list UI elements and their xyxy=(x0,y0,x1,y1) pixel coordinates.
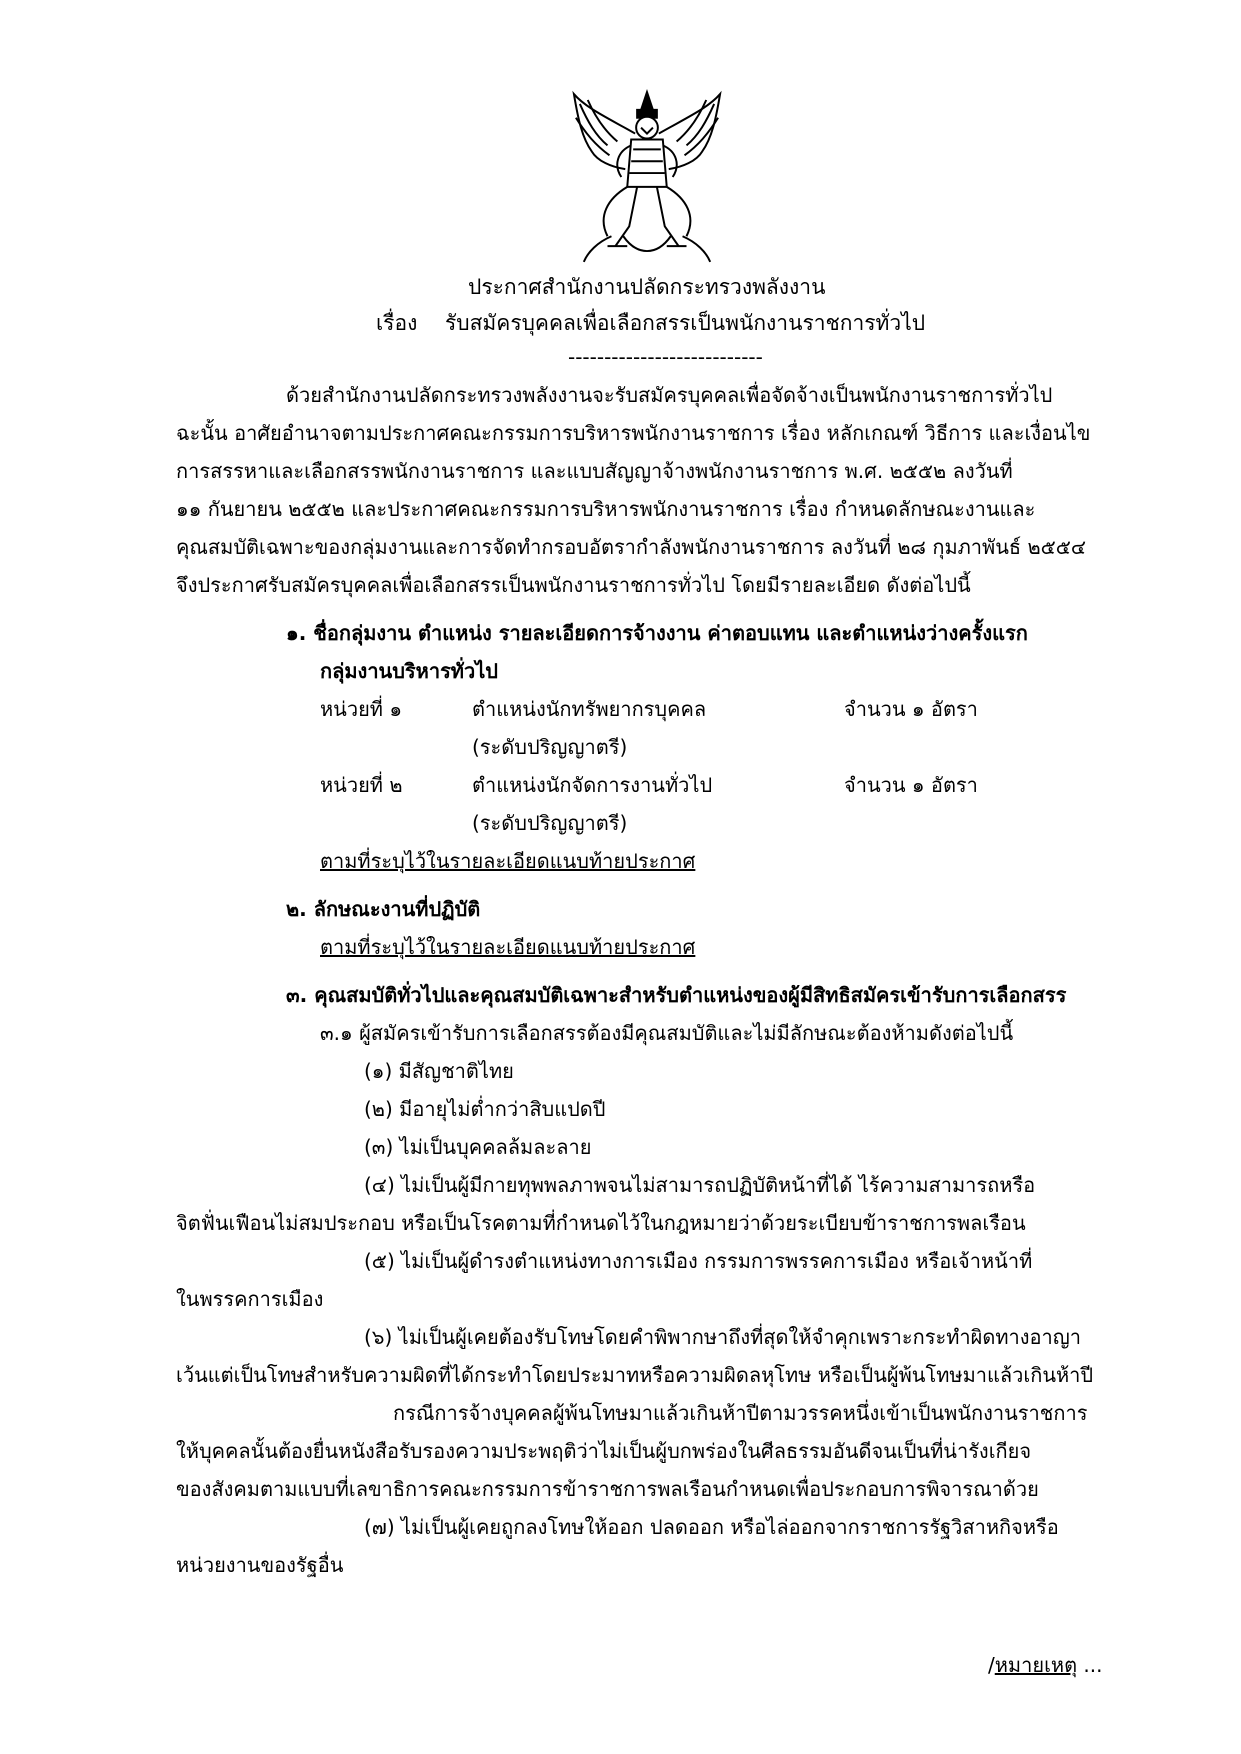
unit-2-label: หน่วยที่ ๒ xyxy=(320,773,403,797)
qualification-6a: (๖) ไม่เป็นผู้เคยต้องรับโทษโดยคำพิพากษาถึงที่สุดให้จำคุกเพราะกระทำผิดทางอาญา xyxy=(364,1325,1082,1349)
qualification-6c: กรณีการจ้างบุคคลผู้พ้นโทษมาแล้วเกินห้าปีตามวรรคหนึ่งเข้าเป็นพนักงานราชการ xyxy=(393,1401,1088,1425)
section-1-note: ตามที่ระบุไว้ในรายละเอียดแนบท้ายประกาศ xyxy=(320,849,696,873)
qualification-3: (๓) ไม่เป็นบุคคลล้มละลาย xyxy=(364,1135,592,1159)
unit-1-level: (ระดับปริญญาตรี) xyxy=(472,735,628,759)
announcement-title: ประกาศสำนักงานปลัดกระทรวงพลังงาน xyxy=(468,275,826,299)
section-2-heading: ๒. ลักษณะงานที่ปฏิบัติ xyxy=(286,897,481,921)
section-3-1: ๓.๑ ผู้สมัครเข้ารับการเลือกสรรต้องมีคุณสมบัติและไม่มีลักษณะต้องห้ามดังต่อไปนี้ xyxy=(320,1021,1014,1045)
subject-label: เรื่อง xyxy=(376,311,418,335)
unit-1-count: จำนวน ๑ อัตรา xyxy=(844,697,978,721)
intro-line-6: จึงประกาศรับสมัครบุคคลเพื่อเลือกสรรเป็นพนักงานราชการทั่วไป โดยมีรายละเอียด ดังต่อไปนี้ xyxy=(176,573,971,597)
header-divider: --------------------------- xyxy=(568,345,763,369)
unit-1-label: หน่วยที่ ๑ xyxy=(320,697,403,721)
continuation-marker xyxy=(988,1650,1103,1680)
section-2-note: ตามที่ระบุไว้ในรายละเอียดแนบท้ายประกาศ xyxy=(320,935,696,959)
qualification-6d: ให้บุคคลนั้นต้องยื่นหนังสือรับรองความประพฤติว่าไม่เป็นผู้บกพร่องในศีลธรรมอันดีจนเป็นที่น่ารังเกียจ xyxy=(176,1439,1032,1463)
section-3-heading: ๓. คุณสมบัติทั่วไปและคุณสมบัติเฉพาะสำหรับตำแหน่งของผู้มีสิทธิสมัครเข้ารับการเลือกสรร xyxy=(286,983,1067,1007)
continuation-slash: / xyxy=(988,1653,995,1677)
qualification-6e: ของสังคมตามแบบที่เลขาธิการคณะกรรมการข้าราชการพลเรือนกำหนดเพื่อประกอบการพิจารณาด้วย xyxy=(176,1477,1039,1501)
qualification-7a: (๗) ไม่เป็นผู้เคยถูกลงโทษให้ออก ปลดออก หรือไล่ออกจากราชการรัฐวิสาหกิจหรือ xyxy=(364,1515,1059,1539)
continuation-dots: ... xyxy=(1077,1653,1103,1677)
unit-2-count: จำนวน ๑ อัตรา xyxy=(844,773,978,797)
qualification-5a: (๕) ไม่เป็นผู้ดำรงตำแหน่งทางการเมือง กรรมการพรรคการเมือง หรือเจ้าหน้าที่ xyxy=(364,1249,1033,1273)
section-1-heading: ๑. ชื่อกลุ่มงาน ตำแหน่ง รายละเอียดการจ้างงาน ค่าตอบแทน และตำแหน่งว่างครั้งแรก xyxy=(286,621,1028,645)
qualification-2: (๒) มีอายุไม่ต่ำกว่าสิบแปดปี xyxy=(364,1097,606,1121)
intro-line-5: คุณสมบัติเฉพาะของกลุ่มงานและการจัดทำกรอบอัตรากำลังพนักงานราชการ ลงวันที่ ๒๘ กุมภาพันธ์ ๒๕๕๔ xyxy=(176,535,1087,559)
qualification-4b: จิตฟั่นเฟือนไม่สมประกอบ หรือเป็นโรคตามที่กำหนดไว้ในกฎหมายว่าด้วยระเบียบข้าราชการพลเรือน xyxy=(176,1211,1026,1235)
qualification-7b: หน่วยงานของรัฐอื่น xyxy=(176,1553,344,1577)
intro-line-4: ๑๑ กันยายน ๒๕๕๒ และประกาศคณะกรรมการบริหารพนักงานราชการ เรื่อง กำหนดลักษณะงานและ xyxy=(176,497,1036,521)
qualification-5b: ในพรรคการเมือง xyxy=(176,1287,324,1311)
intro-line-2: ฉะนั้น อาศัยอำนาจตามประกาศคณะกรรมการบริหารพนักงานราชการ เรื่อง หลักเกณฑ์ วิธีการ และเงื่อนไข xyxy=(176,421,1091,445)
subject-text: รับสมัครบุคคลเพื่อเลือกสรรเป็นพนักงานราชการทั่วไป xyxy=(445,311,926,335)
qualification-4a: (๔) ไม่เป็นผู้มีกายทุพพลภาพจนไม่สามารถปฏิบัติหน้าที่ได้ ไร้ความสามารถหรือ xyxy=(364,1173,1036,1197)
unit-1-position: ตำแหน่งนักทรัพยากรบุคคล xyxy=(472,697,707,721)
qualification-1: (๑) มีสัญชาติไทย xyxy=(364,1059,514,1083)
intro-line-3: การสรรหาและเลือกสรรพนักงานราชการ และแบบสัญญาจ้างพนักงานราชการ พ.ศ. ๒๕๕๒ ลงวันที่ xyxy=(176,459,1013,483)
unit-2-position: ตำแหน่งนักจัดการงานทั่วไป xyxy=(472,773,713,797)
continuation-word: หมายเหตุ xyxy=(994,1653,1078,1677)
unit-2-level: (ระดับปริญญาตรี) xyxy=(472,811,628,835)
qualification-6b: เว้นแต่เป็นโทษสำหรับความผิดที่ได้กระทำโดยประมาทหรือความผิดลหุโทษ หรือเป็นผู้พ้นโทษมาแล้วเกินห้าปี xyxy=(176,1363,1094,1387)
garuda-emblem-icon xyxy=(568,88,726,266)
section-1-group: กลุ่มงานบริหารทั่วไป xyxy=(320,659,498,683)
intro-line-1: ด้วยสำนักงานปลัดกระทรวงพลังงานจะรับสมัครบุคคลเพื่อจัดจ้างเป็นพนักงานราชการทั่วไป xyxy=(286,383,1053,407)
